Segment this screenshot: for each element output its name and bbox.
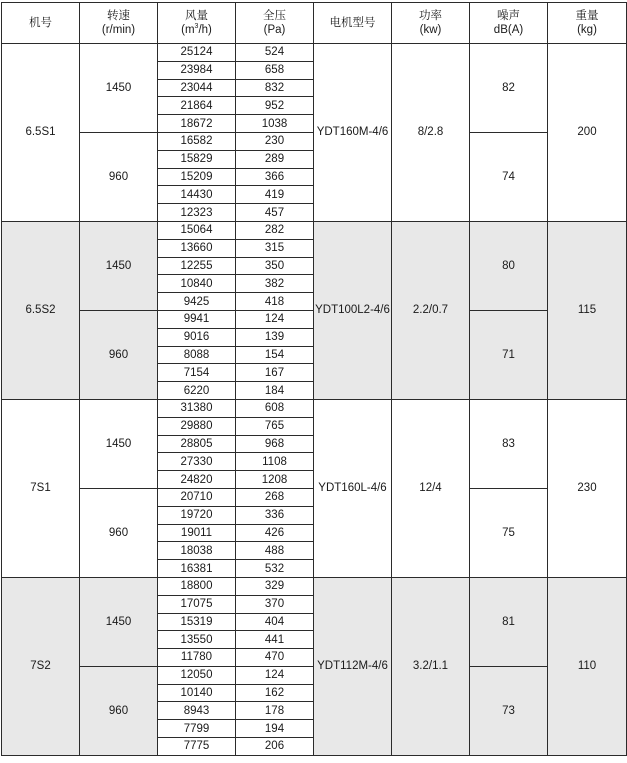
speed-cell: 960 [80,132,158,221]
motor-cell: YDT100L2-4/6 [314,221,392,399]
weight-cell: 230 [548,399,627,577]
power-cell: 8/2.8 [392,44,470,222]
airflow-cell: 13550 [158,631,236,649]
header-airflow-label: 风量 [185,10,208,22]
model-cell: 7S1 [2,399,80,577]
power-cell: 3.2/1.1 [392,577,470,755]
airflow-cell: 13660 [158,239,236,257]
table-body [2,44,627,756]
pressure-cell: 532 [236,560,314,578]
noise-cell: 81 [470,577,548,666]
pressure-cell: 282 [236,221,314,239]
header-weight [548,3,627,44]
pressure-cell: 162 [236,684,314,702]
airflow-cell: 28805 [158,435,236,453]
header-power-label: 功率 [419,10,442,22]
header-airflow-unit: $(m^3/h)$ [181,23,212,36]
header-pressure-unit: (Pa) [263,24,286,36]
airflow-cell: 8943 [158,702,236,720]
pressure-cell: 206 [236,738,314,756]
airflow-cell: 10840 [158,275,236,293]
pressure-cell: 457 [236,204,314,222]
airflow-cell: 23984 [158,61,236,79]
header-noise [470,3,548,44]
pressure-cell: 178 [236,702,314,720]
airflow-cell: 6220 [158,382,236,400]
airflow-cell: 15209 [158,168,236,186]
airflow-cell: 16582 [158,132,236,150]
speed-cell: 960 [80,310,158,399]
airflow-cell: 12255 [158,257,236,275]
fan-spec-table [1,2,627,756]
airflow-cell: 18038 [158,542,236,560]
motor-cell: YDT160L-4/6 [314,399,392,577]
airflow-cell: 14430 [158,186,236,204]
header-speed-label: 转速 [107,10,130,22]
motor-cell: YDT112M-4/6 [314,577,392,755]
pressure-cell: 230 [236,132,314,150]
noise-cell: 75 [470,488,548,577]
pressure-cell: 124 [236,310,314,328]
model-cell: 7S2 [2,577,80,755]
model-cell: 6.5S1 [2,44,80,222]
speed-cell: 1450 [80,399,158,488]
pressure-cell: 124 [236,666,314,684]
airflow-cell: 27330 [158,453,236,471]
power-cell: 12/4 [392,399,470,577]
speed-cell: 960 [80,488,158,577]
pressure-cell: 139 [236,328,314,346]
noise-cell: 83 [470,399,548,488]
airflow-cell: 23044 [158,79,236,97]
pressure-cell: 184 [236,382,314,400]
noise-cell: 73 [470,666,548,755]
pressure-cell: 952 [236,97,314,115]
pressure-cell: 1038 [236,115,314,133]
airflow-cell: 21864 [158,97,236,115]
pressure-cell: 608 [236,399,314,417]
table-row [2,221,627,239]
speed-cell: 1450 [80,577,158,666]
airflow-cell: 10140 [158,684,236,702]
airflow-cell: 7799 [158,720,236,738]
airflow-cell: 7775 [158,738,236,756]
airflow-cell: 31380 [158,399,236,417]
header-power-unit: (kw) [419,24,442,36]
airflow-cell: 7154 [158,364,236,382]
speed-cell: 960 [80,666,158,755]
pressure-cell: 470 [236,649,314,667]
pressure-cell: 167 [236,364,314,382]
airflow-cell: 29880 [158,417,236,435]
pressure-cell: 315 [236,239,314,257]
airflow-cell: 9941 [158,310,236,328]
header-speed-unit: (r/min) [101,24,136,36]
pressure-cell: 289 [236,150,314,168]
header-motor: 电机型号 [314,3,392,44]
airflow-cell: 20710 [158,488,236,506]
airflow-cell: 8088 [158,346,236,364]
airflow-cell: 9425 [158,293,236,311]
pressure-cell: 404 [236,613,314,631]
model-cell: 6.5S2 [2,221,80,399]
airflow-cell: 15064 [158,221,236,239]
header-speed [80,3,158,44]
airflow-cell: 15319 [158,613,236,631]
pressure-cell: 658 [236,61,314,79]
noise-cell: 80 [470,221,548,310]
pressure-cell: 832 [236,79,314,97]
header-pressure [236,3,314,44]
weight-cell: 110 [548,577,627,755]
pressure-cell: 350 [236,257,314,275]
pressure-cell: 370 [236,595,314,613]
pressure-cell: 366 [236,168,314,186]
pressure-cell: 418 [236,293,314,311]
header-row [2,3,627,44]
header-power [392,3,470,44]
airflow-cell: 19011 [158,524,236,542]
airflow-cell: 25124 [158,44,236,62]
pressure-cell: 441 [236,631,314,649]
pressure-cell: 524 [236,44,314,62]
header-noise-unit: dB(A) [493,24,524,36]
pressure-cell: 426 [236,524,314,542]
airflow-cell: 16381 [158,560,236,578]
table-row [2,399,627,417]
motor-cell: YDT160M-4/6 [314,44,392,222]
header-weight-unit: (kg) [577,24,597,36]
pressure-cell: 968 [236,435,314,453]
weight-cell: 115 [548,221,627,399]
airflow-cell: 15829 [158,150,236,168]
pressure-cell: 268 [236,488,314,506]
pressure-cell: 488 [236,542,314,560]
pressure-cell: 194 [236,720,314,738]
speed-cell: 1450 [80,44,158,133]
pressure-cell: 329 [236,577,314,595]
table-row [2,577,627,595]
airflow-cell: 17075 [158,595,236,613]
noise-cell: 71 [470,310,548,399]
pressure-cell: 154 [236,346,314,364]
airflow-cell: 9016 [158,328,236,346]
pressure-cell: 336 [236,506,314,524]
table-header [2,3,627,44]
pressure-cell: 1208 [236,471,314,489]
table-row [2,44,627,62]
weight-cell: 200 [548,44,627,222]
airflow-cell: 18800 [158,577,236,595]
noise-cell: 74 [470,132,548,221]
pressure-cell: 419 [236,186,314,204]
pressure-cell: 382 [236,275,314,293]
airflow-cell: 24820 [158,471,236,489]
airflow-cell: 19720 [158,506,236,524]
airflow-cell: 11780 [158,649,236,667]
airflow-cell: 12050 [158,666,236,684]
power-cell: 2.2/0.7 [392,221,470,399]
speed-cell: 1450 [80,221,158,310]
pressure-cell: 1108 [236,453,314,471]
header-noise-label: 噪声 [497,10,520,22]
header-model: 机号 [2,3,80,44]
airflow-cell: 18672 [158,115,236,133]
noise-cell: 82 [470,44,548,133]
airflow-cell: 12323 [158,204,236,222]
header-pressure-label: 全压 [263,10,286,22]
header-weight-label: 重量 [575,10,599,22]
pressure-cell: 765 [236,417,314,435]
header-airflow [158,3,236,44]
